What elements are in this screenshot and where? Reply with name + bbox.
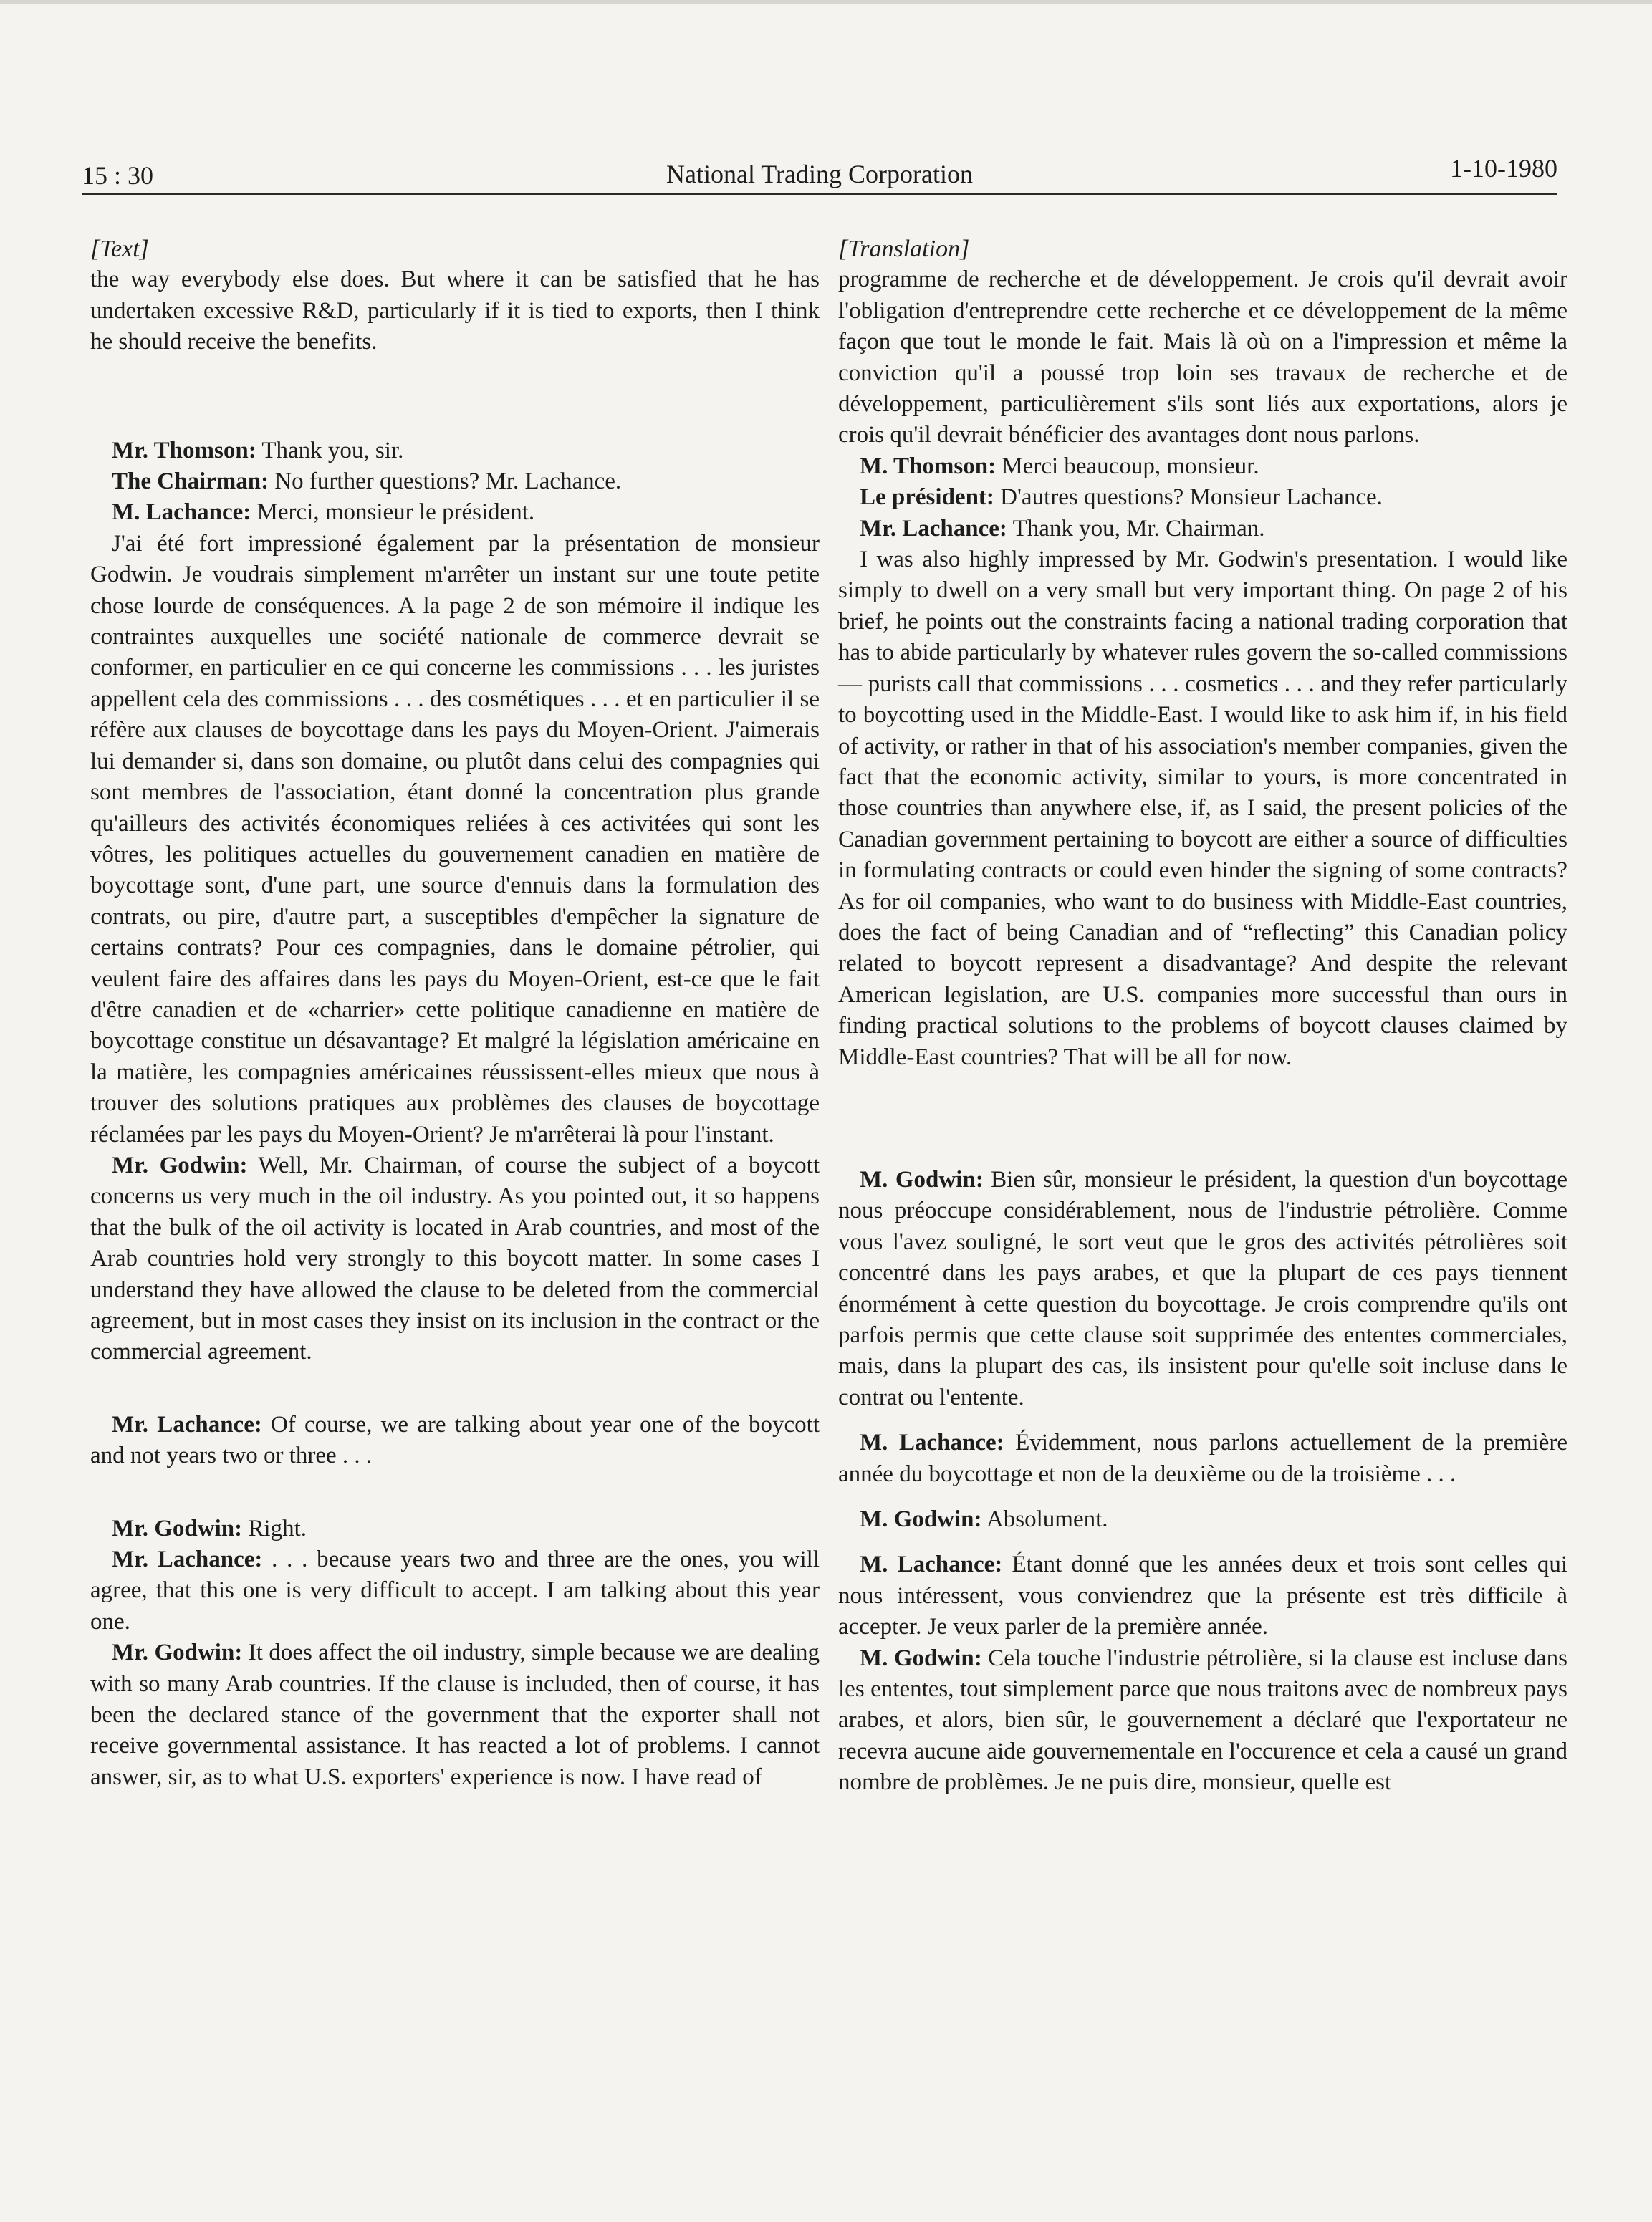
paragraph: Mr. Lachance: Thank you, Mr. Chairman. [860, 515, 1265, 542]
speaker-name: Mr. Godwin: [112, 1515, 243, 1542]
speaker-name: Mr. Lachance: [112, 1411, 262, 1438]
speaker-name: Mr. Lachance: [860, 515, 1007, 542]
translation-tag: [Translation] [838, 236, 970, 262]
page-number: 15 : 30 [82, 161, 154, 190]
paragraph: M. Godwin: Bien sûr, monsieur le président, la question d'un boycottage nous préoccupe considérablement, nous de l'industrie pétrolière. Comme vous l'avez souligné, le sort veut que le gros des activités pétrolières soit concentré dans les pays arabes, et que la plupart de ces pays tiennent énormément à cette question du boycottage. Je crois comprendre qu'ils ont parfois permis que cette clause soit supprimée des ententes commerciales, mais, dans la plupart des cas, ils insistent pour qu'elle soit incluse dans le contrat ou l'entente. [838, 1166, 1568, 1410]
speaker-name: Mr. Lachance: [112, 1547, 263, 1573]
document-title: National Trading Corporation [666, 160, 973, 188]
paragraph: Mr. Lachance: . . . because years two and three are the ones, you will agree, that this one is very difficult to accept. I am talking about this year one. [90, 1547, 820, 1635]
paragraph: Mr. Godwin: Right. [112, 1515, 307, 1542]
paragraph: programme de recherche et de développement. Je crois qu'il devrait avoir l'obligation d'entreprendre cette recherche et ce développement de la même façon que tout le monde le fait. Mais là où on a l'impression et même la conviction qu'il a poussé trop loin ses travaux de recherche et de développement, particulièrement s'ils sont liés aux exportations, alors je crois qu'il devrait bénéficier des avantages dont nous parlons. [838, 266, 1567, 448]
speaker-name: M. Thomson: [860, 453, 997, 479]
left-column-text [90, 234, 820, 1793]
speaker-name: Mr. Godwin: [112, 1640, 243, 1666]
paragraph: M. Thomson: Merci beaucoup, monsieur. [860, 453, 1259, 479]
speaker-name: Le président: [860, 484, 994, 511]
speaker-name: M. Godwin: [860, 1506, 982, 1533]
document-date: 1-10-1980 [1450, 154, 1557, 183]
speaker-name: M. Godwin: [860, 1645, 982, 1671]
speaker-name: M. Lachance: [860, 1430, 1004, 1456]
paragraph: Le président: D'autres questions? Monsieur Lachance. [860, 484, 1383, 511]
paragraph: Mr. Lachance: Of course, we are talking about year one of the boycott and not years two or three . . . [90, 1411, 820, 1469]
paragraph: J'ai été fort impressioné également par la présentation de monsieur Godwin. Je voudrais simplement m'arrêter un instant sur une toute petite chose lourde de conséquences. A la page 2 de son mémoire il indique les contraintes auxquelles une société nationale de commerce devrait se conformer, en particulier en ce qui concerne les commissions . . . les juristes appellent cela des commissions . . . des cosmétiques . . . et en particulier il se réfère aux clauses de boycottage dans les pays du Moyen-Orient. J'aimerais lui demander si, dans son domaine, ou plutôt dans celui des compagnies qui sont membres de l'association, étant donné la concentration plus grande qu'ailleurs des activités économiques reliées à ces activitées qui sont les vôtres, les politiques actuelles du gouvernement canadien en matière de boycottage sont, d'une part, une source d'ennuis dans la formulation des contrats, ou pire, d'autre part, a susceptibles d'empêcher la signature de certains contrats? Pour ces compagnies, dans le domaine pétrolier, qui veulent faire des affaires dans les pays du Moyen-Orient, est-ce que le fait d'être canadien et de «charrier» cette politique canadienne en matière de boycottage constitue un désavantage? Et malgré la législation américaine en la matière, les compagnies américaines réussissent-elles mieux que nous à trouver des solutions pratiques aux problèmes des clauses de boycottage réclamées par les pays du Moyen-Orient? Je m'arrêterai là pour l'instant. [90, 530, 820, 1148]
paragraph: the way everybody else does. But where it can be satisfied that he has undertaken excessive R&D, particularly if it is tied to exports, then I think he should receive the benefits. [90, 266, 820, 355]
paragraph: Mr. Godwin: It does affect the oil industry, simple because we are dealing with so many Arab countries. If the clause is included, then of course, it has been the declared stance of the government that the exporter shall not receive governmental assistance. It has reacted a lot of problems. I cannot answer, sir, as to what U.S. exporters' experience is now. I have read of [90, 1640, 820, 1790]
speaker-name: M. Godwin: [860, 1166, 984, 1193]
header-rule [82, 193, 1557, 195]
paragraph: M. Lachance: Merci, monsieur le président. [112, 499, 535, 526]
paragraph: M. Lachance: Évidemment, nous parlons actuellement de la première année du boycottage et non de la deuxième ou de la troisième . . . [838, 1430, 1568, 1487]
page-top-edge [0, 0, 1652, 4]
speaker-name: M. Lachance: [860, 1552, 1003, 1578]
right-column-translation [838, 234, 1567, 1799]
page-header [82, 150, 1557, 193]
paragraph: M. Godwin: Cela touche l'industrie pétrolière, si la clause est incluse dans les ententes, tout simplement parce que nous traitons avec de nombreux pays arabes, et alors, bien sûr, le gouvernement a déclaré que l'exportateur ne recevra aucune aide gouvernementale en l'occurence et cela a causé un grand nombre de problèmes. Je ne puis dire, monsieur, quelle est [838, 1645, 1567, 1796]
paragraph: M. Lachance: Étant donné que les années deux et trois sont celles qui nous intéressent, vous conviendrez que la présente est très difficile à accepter. Je veux parler de la première année. [838, 1552, 1567, 1640]
paragraph: Mr. Thomson: Thank you, sir. [112, 437, 404, 463]
speaker-name: Mr. Thomson: [112, 437, 256, 463]
paragraph: M. Godwin: Absolument. [860, 1506, 1108, 1533]
paragraph: The Chairman: No further questions? Mr. Lachance. [112, 468, 622, 495]
speaker-name: The Chairman: [112, 468, 269, 495]
speaker-name: Mr. Godwin: [112, 1152, 248, 1178]
paragraph: I was also highly impressed by Mr. Godwin's presentation. I would like simply to dwell on a very small but very important thing. On page 2 of his brief, he points out the constraints facing a national trading corporation that has to abide particularly by whatever rules govern the so-called commissions— purists call that commissions . . . cosmetics . . . and they refer particularly to boycotting used in the Middle-East. I would like to ask him if, in his field of activity, or rather in that of his association's member companies, given the fact that the economic activity, similar to yours, is more concentrated in those countries than anywhere else, if, as I said, the present policies of the Canadian government pertaining to boycott are either a source of difficulties in formulating contracts or could even hinder the signing of some contracts? As for oil companies, who want to do business with Middle-East countries, does the fact of being Canadian and of “reflecting” this Canadian policy related to boycott represent a disadvantage? And despite the relevant American legislation, are U.S. companies more successful than ours in finding practical solutions to the problems of boycott clauses claimed by Middle-East countries? That will be all for now. [838, 547, 1567, 1070]
speaker-name: M. Lachance: [112, 499, 251, 526]
paragraph: Mr. Godwin: Well, Mr. Chairman, of course the subject of a boycott concerns us very much in the oil industry. As you pointed out, it so happens that the bulk of the oil activity is located in Arab countries, and most of the Arab countries hold very strongly to this boycott matter. In some cases I understand they have allowed the clause to be deleted from the commercial agreement, but in most cases they insist on its inclusion in the contract or the commercial agreement. [90, 1152, 820, 1365]
text-tag: [Text] [90, 236, 149, 262]
